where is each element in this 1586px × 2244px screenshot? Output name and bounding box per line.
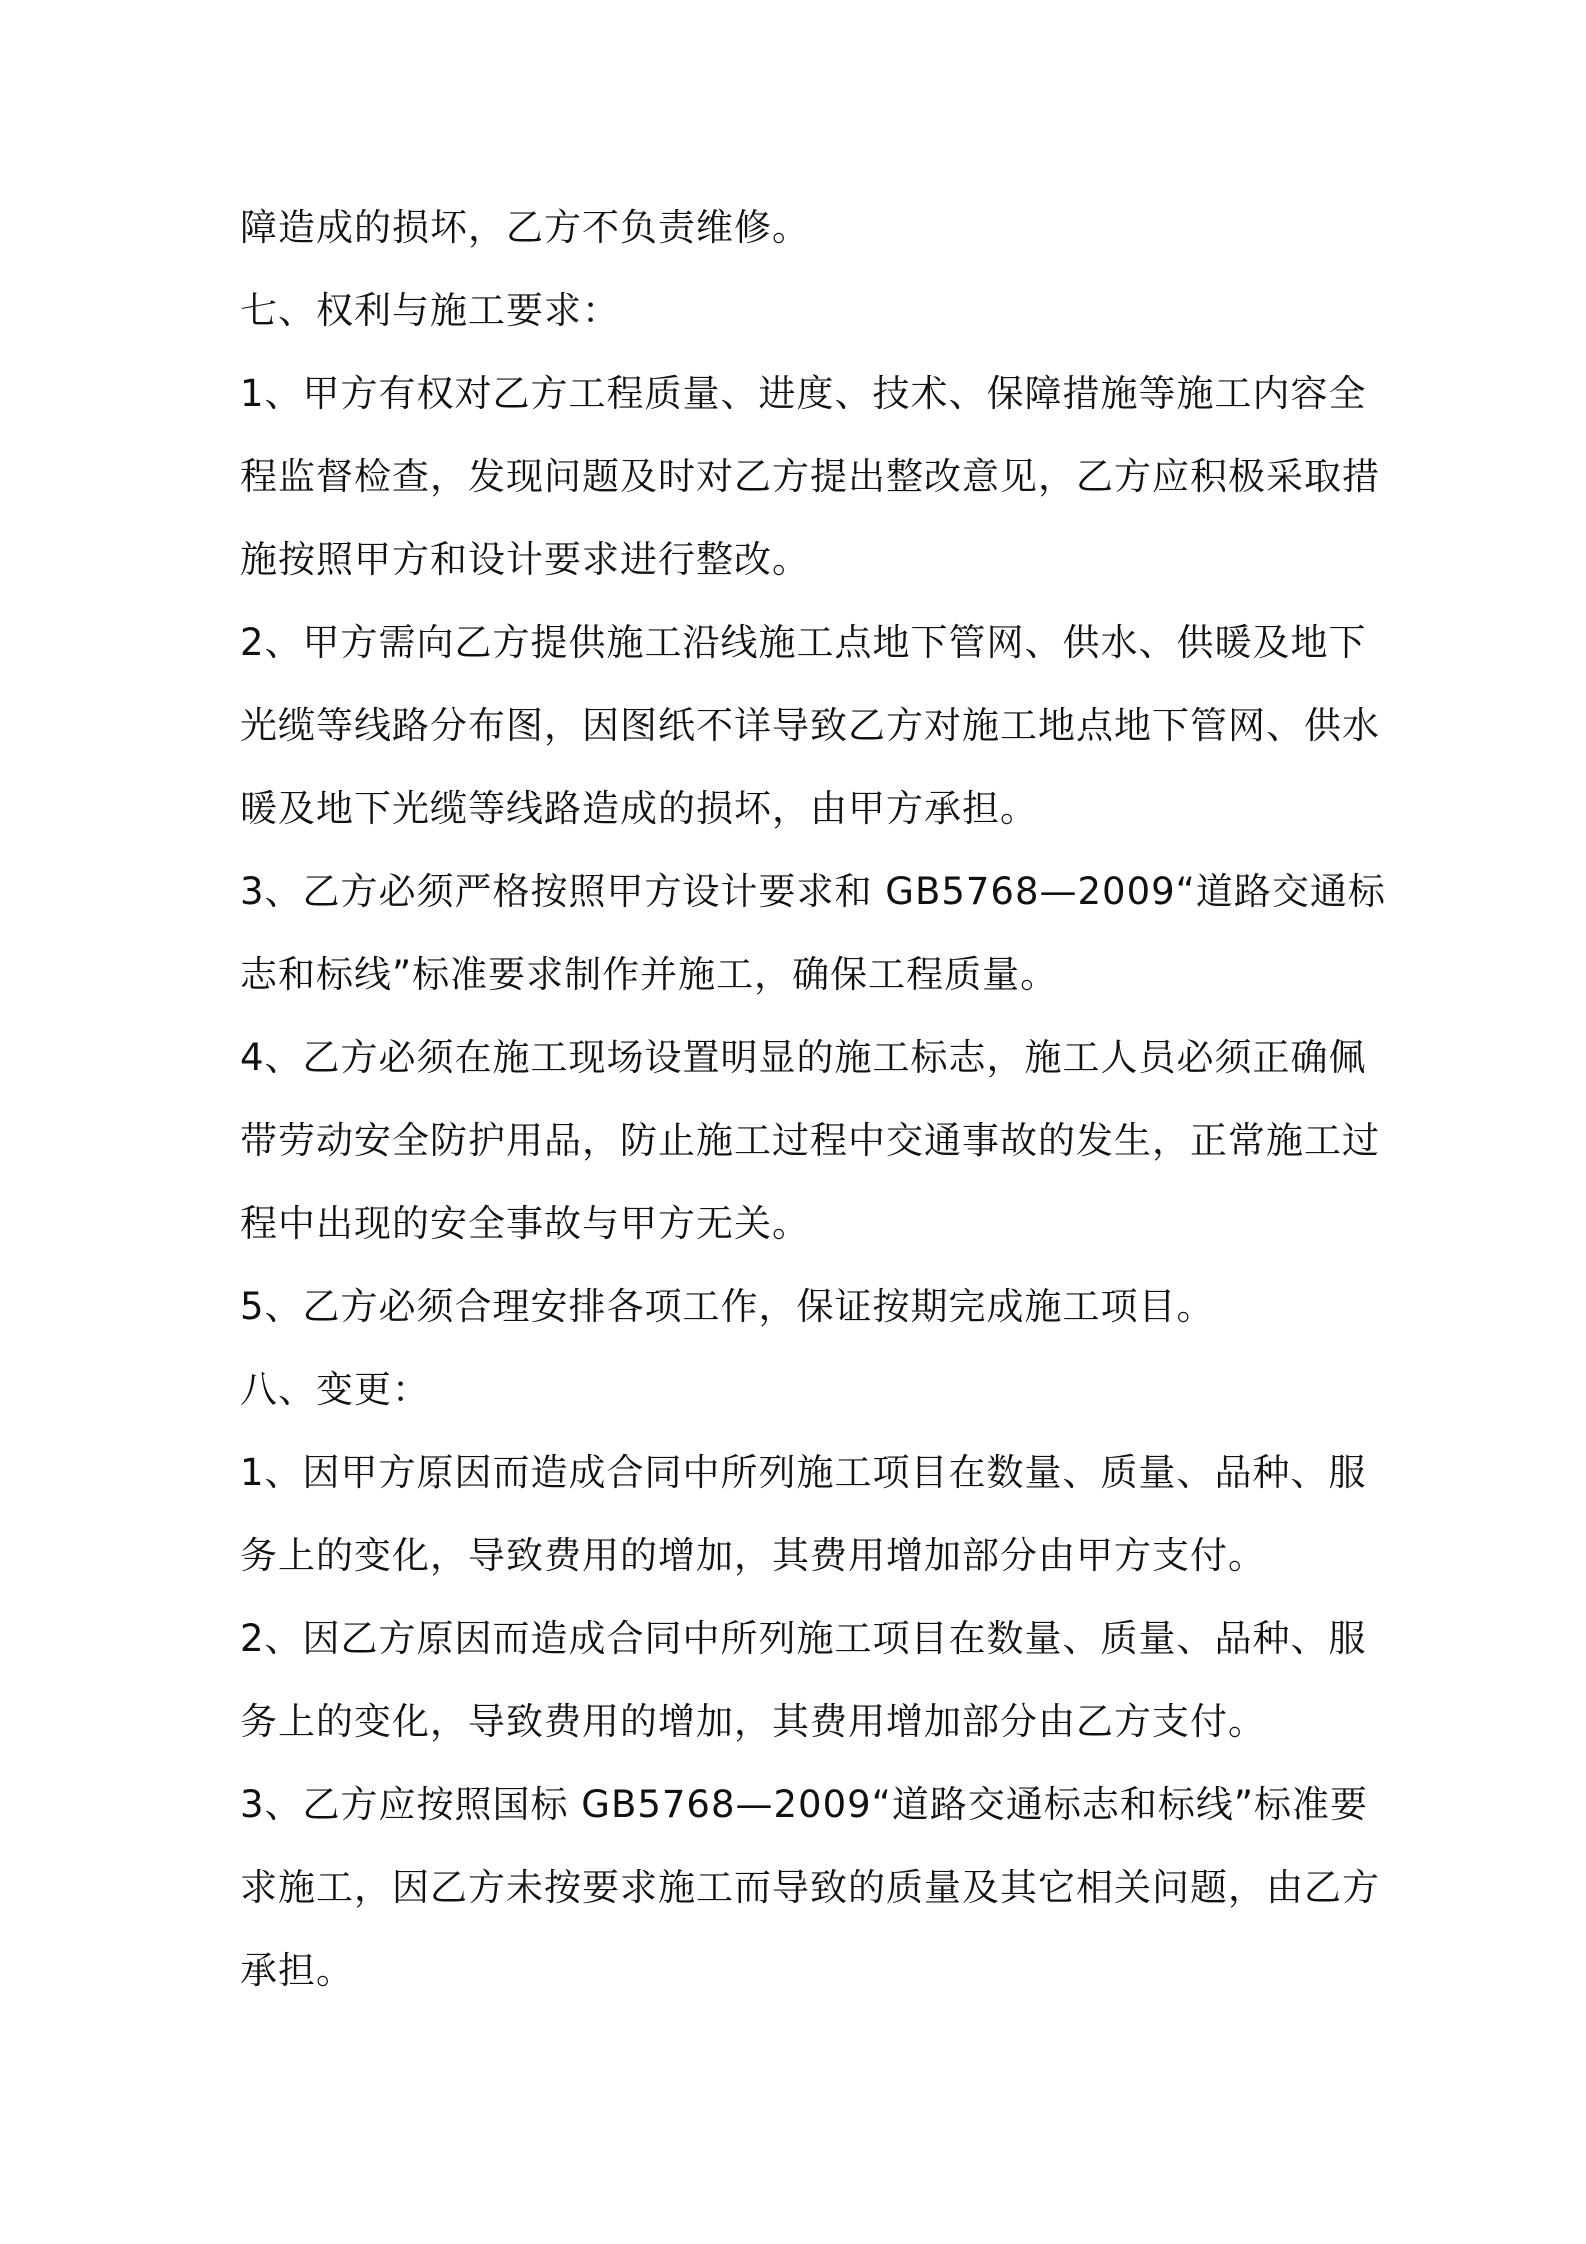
text-line: 1、因甲方原因而造成合同中所列施工项目在数量、质量、品种、服	[240, 1451, 1367, 1494]
text-line: 求施工，因乙方未按要求施工而导致的质量及其它相关问题，由乙方	[240, 1866, 1380, 1909]
text-line: 施按照甲方和设计要求进行整改。	[240, 538, 810, 581]
text-line: 光缆等线路分布图，因图纸不详导致乙方对施工地点地下管网、供水	[240, 704, 1380, 747]
text-line: 承担。	[240, 1949, 354, 1992]
text-line: 志和标线”标准要求制作并施工，确保工程质量。	[240, 953, 1059, 996]
text-line: 暖及地下光缆等线路造成的损坏，由甲方承担。	[240, 787, 1038, 830]
contract-text	[240, 186, 1386, 2012]
text-line: 务上的变化，导致费用的增加，其费用增加部分由乙方支付。	[240, 1700, 1266, 1743]
text-line: 3、乙方必须严格按照甲方设计要求和 GB5768—2009“道路交通标	[240, 870, 1386, 913]
text-line: 障造成的损坏，乙方不负责维修。	[240, 206, 810, 249]
text-line: 1、甲方有权对乙方工程质量、进度、技术、保障措施等施工内容全	[240, 372, 1367, 415]
text-line: 程监督检查，发现问题及时对乙方提出整改意见，乙方应积极采取措	[240, 455, 1380, 498]
text-line: 2、甲方需向乙方提供施工沿线施工点地下管网、供水、供暖及地下	[240, 621, 1367, 664]
text-line: 4、乙方必须在施工现场设置明显的施工标志，施工人员必须正确佩	[240, 1036, 1367, 1079]
section-heading-rights: 七、权利与施工要求：	[240, 289, 620, 332]
section-heading-changes: 八、变更：	[240, 1368, 430, 1411]
text-line: 带劳动安全防护用品，防止施工过程中交通事故的发生，正常施工过	[240, 1119, 1380, 1162]
text-line: 5、乙方必须合理安排各项工作，保证按期完成施工项目。	[240, 1285, 1215, 1328]
text-line: 程中出现的安全事故与甲方无关。	[240, 1202, 810, 1245]
text-line: 务上的变化，导致费用的增加，其费用增加部分由甲方支付。	[240, 1534, 1266, 1577]
text-line: 2、因乙方原因而造成合同中所列施工项目在数量、质量、品种、服	[240, 1617, 1367, 1660]
text-line: 3、乙方应按照国标 GB5768—2009“道路交通标志和标线”标准要	[240, 1783, 1369, 1826]
